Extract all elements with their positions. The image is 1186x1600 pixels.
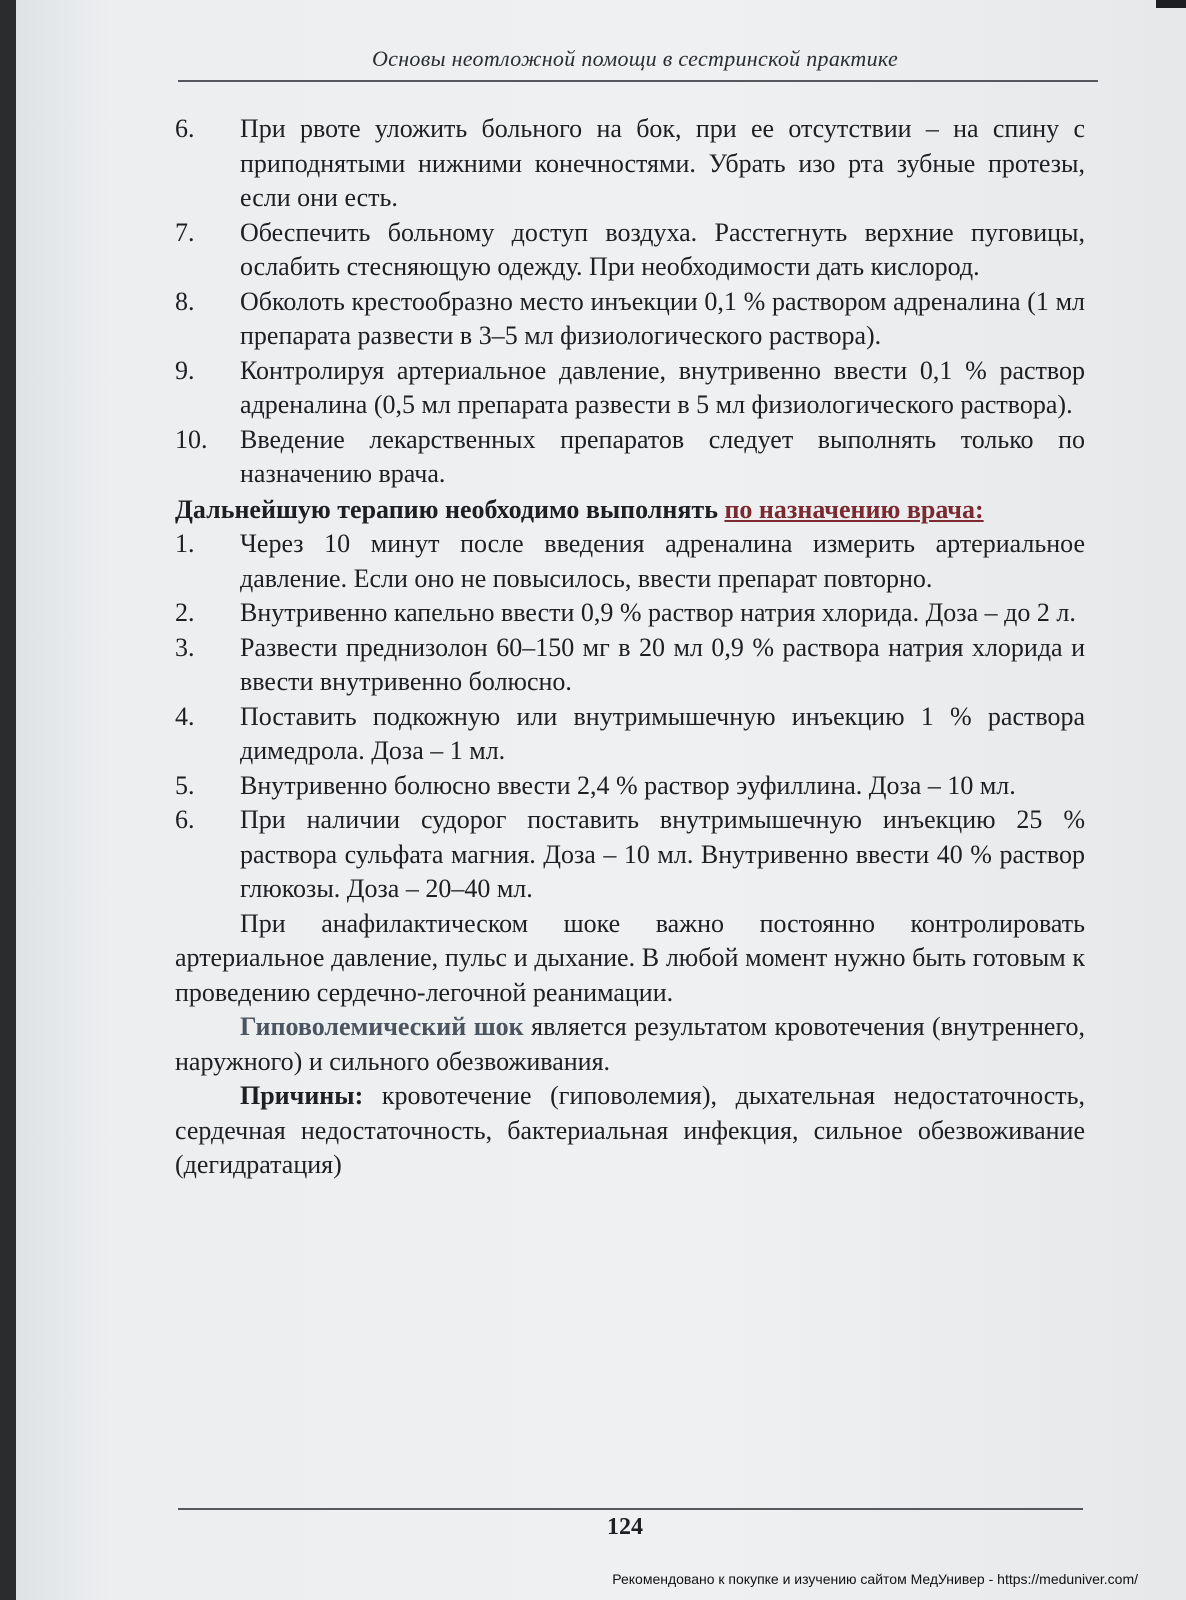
list-item bbox=[175, 631, 1085, 700]
watermark: Рекомендовано к покупке и изучению сайтом МедУнивер - https://meduniver.com/ bbox=[612, 1571, 1138, 1587]
list-item-text: При рвоте уложить больного на бок, при ее отсутствии – на спину с приподнятыми нижними конечностями. Убрать изо рта зубные протезы, если они есть. bbox=[240, 114, 1085, 212]
list-item-text: Внутривенно болюсно ввести 2,4 % раствор эуфиллина. Доза – 10 мл. bbox=[240, 770, 1016, 800]
list-item bbox=[175, 803, 1085, 907]
list-item-text: Развести преднизолон 60–150 мг в 20 мл 0,9 % раствора натрия хлорида и ввести внутривенно болюсно. bbox=[240, 632, 1085, 696]
list-item-number: 7. bbox=[175, 217, 195, 247]
page-body bbox=[175, 112, 1085, 1183]
list-item-text: Обеспечить больному доступ воздуха. Расстегнуть верхние пуговицы, ослабить стесняющую одежду. При необходимости дать кислород. bbox=[240, 217, 1085, 281]
list-item-text: При наличии судорог поставить внутримышечную инъекцию 25 % раствора сульфата магния. Доза – 10 мл. Внутривенно ввести 40 % раствор глюкозы. Доза – 20–40 мл. bbox=[240, 805, 1085, 903]
book-spine-shadow bbox=[0, 0, 16, 1600]
causes-text: кровотечение (гиповолемия), дыхательная недостаточность, сердечная недостаточность, бактериальная инфекция, сильное обезвоживание (дегидратация) bbox=[175, 1081, 1085, 1179]
footer-rule bbox=[178, 1508, 1083, 1510]
list-item-number: 8. bbox=[175, 286, 195, 316]
list-item bbox=[175, 769, 1085, 804]
list-item-number: 6. bbox=[175, 114, 195, 143]
list-item-number: 3. bbox=[175, 632, 195, 662]
paragraph-causes bbox=[175, 1079, 1085, 1183]
list-item-text: Поставить подкожную или внутримышечную инъекцию 1 % раствора димедрола. Доза – 1 мл. bbox=[240, 701, 1085, 765]
paragraph-anaphylaxis: При анафилактическом шоке важно постоянно контролировать артериальное давление, пульс и дыхание. В любой момент нужно быть готовым к проведению сердечно-легочной реанимации. bbox=[175, 908, 1085, 1007]
list-item bbox=[175, 216, 1085, 285]
subheading-text: Дальнейшую терапию необходимо выполнять bbox=[175, 494, 725, 524]
running-title: Основы неотложной помощи в сестринской практике bbox=[371, 46, 899, 71]
corner-mark bbox=[1156, 0, 1186, 8]
subheading bbox=[175, 493, 1085, 528]
header-rule bbox=[178, 80, 1098, 82]
subheading-underlined: по назначению врача: bbox=[724, 494, 984, 524]
list-item-number: 5. bbox=[175, 770, 195, 800]
list-item-text: Введение лекарственных препаратов следует выполнять только по назначению врача. bbox=[240, 424, 1085, 488]
list-item bbox=[175, 354, 1085, 423]
list-item bbox=[175, 596, 1085, 631]
list-item-number: 6. bbox=[175, 805, 195, 834]
paragraph-hypovolemic bbox=[175, 1010, 1085, 1079]
list-item-number: 4. bbox=[175, 701, 195, 731]
page-number: 124 bbox=[607, 1514, 643, 1540]
list-item bbox=[175, 285, 1085, 354]
numbered-list-second bbox=[175, 527, 1085, 907]
numbered-list-first bbox=[175, 112, 1085, 492]
term-hypovolemic-shock: Гиповолемический шок bbox=[240, 1012, 524, 1041]
list-item-text: Контролируя артериальное давление, внутривенно ввести 0,1 % раствор адреналина (0,5 мл препарата развести в 5 мл физиологического раствора). bbox=[240, 355, 1085, 419]
list-item-text: Внутривенно капельно ввести 0,9 % раствор натрия хлорида. Доза – до 2 л. bbox=[240, 598, 1076, 627]
list-item-number: 2. bbox=[175, 598, 195, 627]
list-item bbox=[175, 423, 1085, 492]
list-item-number: 10. bbox=[175, 424, 208, 454]
list-item-number: 9. bbox=[175, 355, 195, 385]
list-item-text: Через 10 минут после введения адреналина измерить артериальное давление. Если оно не повысилось, ввести препарат повторно. bbox=[240, 529, 1085, 593]
list-item bbox=[175, 112, 1085, 216]
list-item-number: 1. bbox=[175, 529, 195, 558]
list-item-text: Обколоть крестообразно место инъекции 0,1 % раствором адреналина (1 мл препарата развести в 3–5 мл физиологического раствора). bbox=[240, 286, 1085, 350]
causes-label: Причины: bbox=[240, 1081, 364, 1110]
list-item bbox=[175, 700, 1085, 769]
list-item bbox=[175, 527, 1085, 596]
paragraph-hypovolemic-text: является результатом кровотечения (внутреннего, наружного) и сильного обезвоживания. bbox=[175, 1012, 1085, 1076]
